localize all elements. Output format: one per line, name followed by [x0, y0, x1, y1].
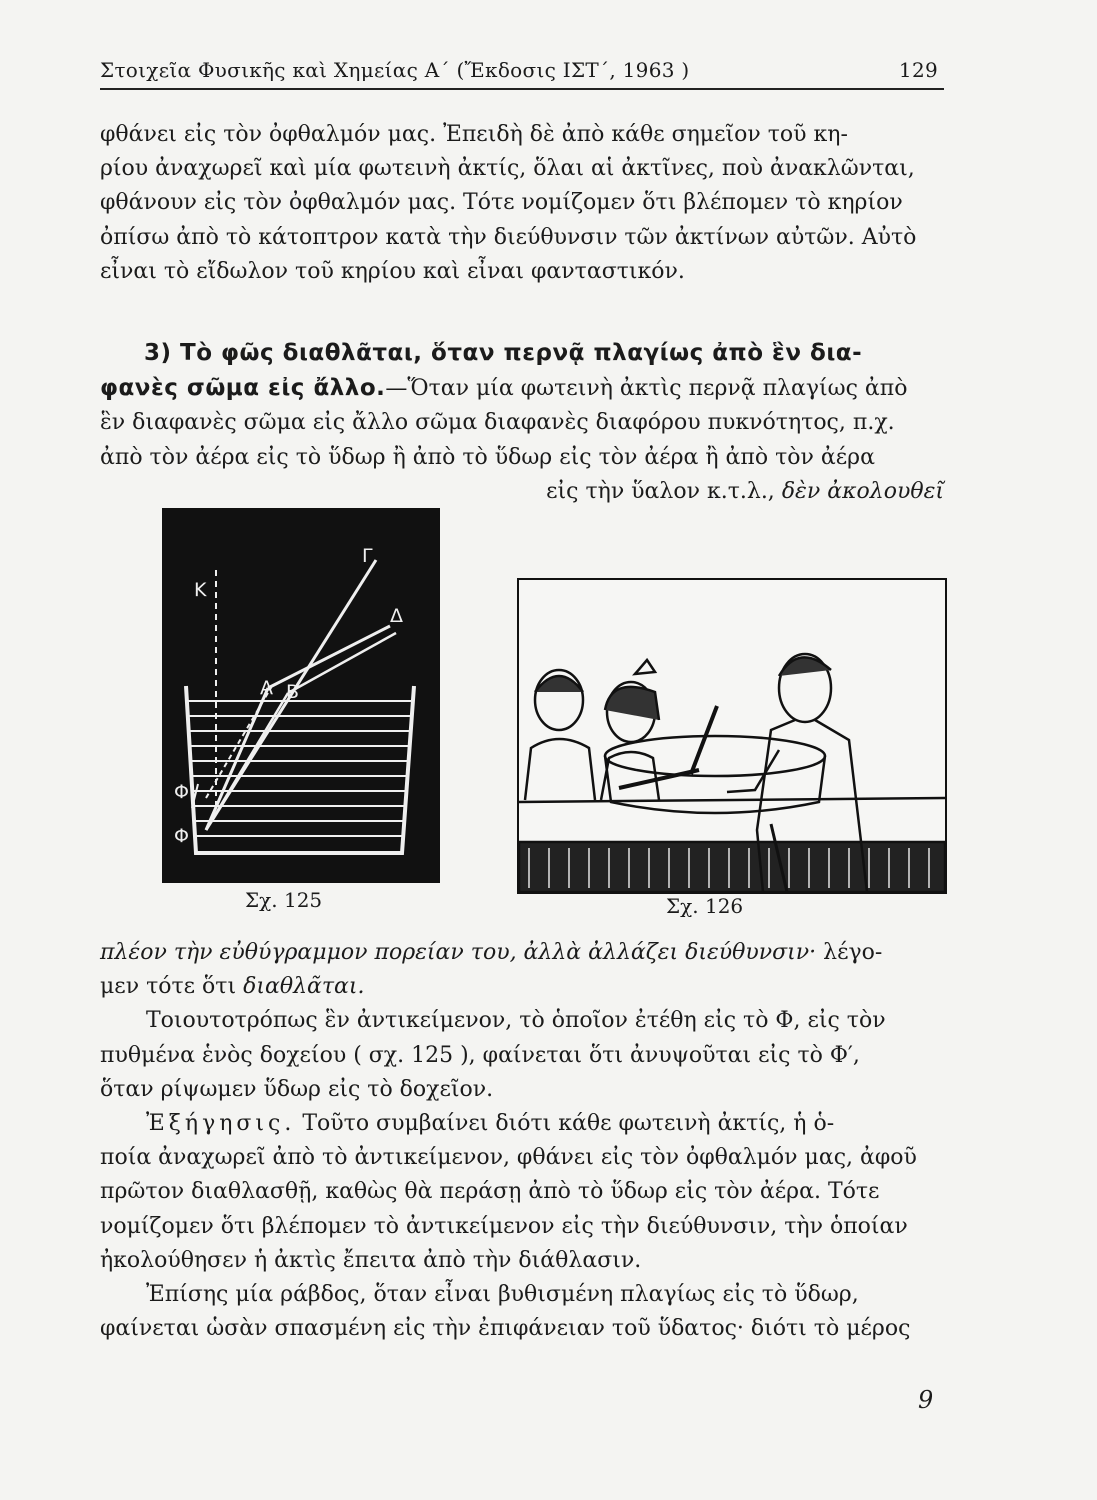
text-line: φθάνουν εἰς τὸν ὀφθαλμόν μας. Τότε νομίζομεν ὅτι βλέπομεν τὸ κηρίον [100, 190, 903, 216]
header-title: Στοιχεῖα Φυσικῆς καὶ Χημείας Α΄ (Ἔκδοσις ΙΣΤ΄, 1963 ) [100, 58, 690, 82]
italic-text: πλέον τὴν εὐθύγραμμον πορείαν του, ἀλλὰ ἀλλάζει διεύθυνσιν· [100, 940, 817, 965]
label-a: Α [260, 677, 273, 699]
text-span: μεν τότε ὅτι [100, 974, 237, 1000]
label-b: Β [286, 681, 300, 703]
text-line: φθάνει εἰς τὸν ὀφθαλμόν μας. Ἐπειδὴ δὲ ἀπὸ κάθε σημεῖον τοῦ κη- [100, 122, 848, 147]
header-rule [100, 88, 944, 90]
ray-delta [288, 633, 396, 693]
stick-upper [691, 706, 717, 774]
teacher-hair [779, 657, 831, 676]
text-line: εἶναι τὸ εἴδωλον τοῦ κηρίου καὶ εἶναι φανταστικόν. [100, 258, 685, 284]
text-line: ὀπίσω ἀπὸ τὸ κάτοπτρον κατὰ τὴν διεύθυνσιν τῶν ἀκτίνων αὐτῶν. Αὐτὸ [100, 224, 917, 250]
vessel-outline [186, 686, 414, 853]
text-line: ὅταν ρίψωμεν ὕδωρ εἰς τὸ δοχεῖον. [100, 1076, 494, 1102]
label-phi-prime: Φ [174, 781, 189, 803]
table-front [519, 842, 945, 892]
text-span: λέγο- [823, 940, 883, 965]
teacher-arm [727, 750, 779, 792]
spaced-term: Ἐξήγησις. [146, 1111, 296, 1137]
text-line: φαίνεται ὡσὰν σπασμένη εἰς τὴν ἐπιφάνειαν τοῦ ὕδατος· διότι τὸ μέρος [100, 1316, 911, 1342]
label-delta: Δ [390, 605, 403, 627]
text-line: Ἐπίσης μία ράβδος, ὅταν εἶναι βυθισμένη πλαγίως εἰς τὸ ὕδωρ, [146, 1282, 859, 1308]
section-heading-end: φανὲς σῶμα εἰς ἄλλο. [100, 375, 386, 402]
table-hatching [529, 848, 929, 888]
section-refraction [100, 336, 944, 509]
italic-text: δὲν ἀκολουθεῖ [781, 478, 944, 504]
paragraph-image-explanation [100, 118, 944, 289]
table-edge [519, 798, 945, 802]
text-line: ἀπὸ τὸν ἀέρα εἰς τὸ ὕδωρ ἢ ἀπὸ τὸ ὕδωρ εἰς τὸν ἀέρα ἢ ἀπὸ τὸν ἀέρα [100, 444, 875, 470]
refraction-diagram [162, 508, 440, 883]
figure-125-diagram [162, 508, 440, 883]
running-header [100, 50, 944, 90]
stick-in-water-illustration [519, 580, 945, 892]
text-line [100, 970, 944, 1004]
label-gamma: Γ [362, 545, 373, 567]
page-number: 129 [898, 58, 938, 82]
text-line: ἓν διαφανὲς σῶμα εἰς ἄλλο σῶμα διαφανὲς διαφόρου πυκνότητος, π.χ. [100, 410, 895, 436]
child2-bow [635, 660, 655, 674]
caption-figure-125: Σχ. 125 [245, 888, 323, 912]
caption-figure-126: Σχ. 126 [666, 894, 744, 918]
label-k: Κ [194, 579, 207, 601]
label-phi: Φ [174, 825, 189, 847]
basin-rim [605, 736, 825, 776]
text-line: πυθμένα ἑνὸς δοχείου ( σχ. 125 ), φαίνεται ὅτι ἀνυψοῦται εἰς τὸ Φ′, [100, 1042, 860, 1068]
text-line [100, 936, 944, 970]
water-lines [188, 701, 413, 836]
section-heading-text: 3) Τὸ φῶς διαθλᾶται, ὅταν περνᾷ πλαγίως ἀπὸ ἓν δια- [144, 340, 863, 366]
text-line: ρίου ἀναχωρεῖ καὶ μία φωτεινὴ ἀκτίς, ὅλαι αἱ ἀκτῖνες, ποὺ ἀνακλῶνται, [100, 156, 915, 182]
signature-mark: 9 [918, 1386, 934, 1414]
text-line [100, 371, 944, 406]
child1-body [525, 739, 595, 800]
text-line: Τοιουτοτρόπως ἓν ἀντικείμενον, τὸ ὁποῖον ἐτέθη εἰς τὸ Φ, εἰς τὸν [146, 1008, 886, 1034]
text-line [100, 475, 944, 509]
child2-hair [605, 687, 659, 720]
text-span: εἰς τὴν ὕαλον κ.τ.λ., [546, 478, 775, 504]
text-span: —Ὅταν μία φωτεινὴ ἀκτὶς περνᾷ πλαγίως ἀπὸ [385, 376, 908, 402]
text-line: νομίζομεν ὅτι βλέπομεν τὸ ἀντικείμενον εἰς τὴν διεύθυνσιν, τὴν ὁποίαν [100, 1213, 908, 1239]
text-line [100, 1107, 944, 1141]
figure-126-illustration [517, 578, 947, 894]
text-line: ποία ἀναχωρεῖ ἀπὸ τὸ ἀντικείμενον, φθάνει εἰς τὸν ὀφθαλμόν μας, ἀφοῦ [100, 1145, 917, 1171]
text-line: ἠκολούθησεν ἡ ἀκτὶς ἔπειτα ἀπὸ τὴν διάθλασιν. [100, 1247, 642, 1273]
italic-term: διαθλᾶται. [243, 974, 365, 1000]
text-line: πρῶτον διαθλασθῇ, καθὼς θὰ περάσῃ ἀπὸ τὸ ὕδωρ εἰς τὸν ἀέρα. Τότε [100, 1179, 880, 1205]
paragraph-continuation [100, 936, 944, 1346]
section-heading [100, 336, 944, 371]
text-span: Τοῦτο συμβαίνει διότι κάθε φωτεινὴ ἀκτίς, ἡ ὁ- [302, 1111, 835, 1137]
